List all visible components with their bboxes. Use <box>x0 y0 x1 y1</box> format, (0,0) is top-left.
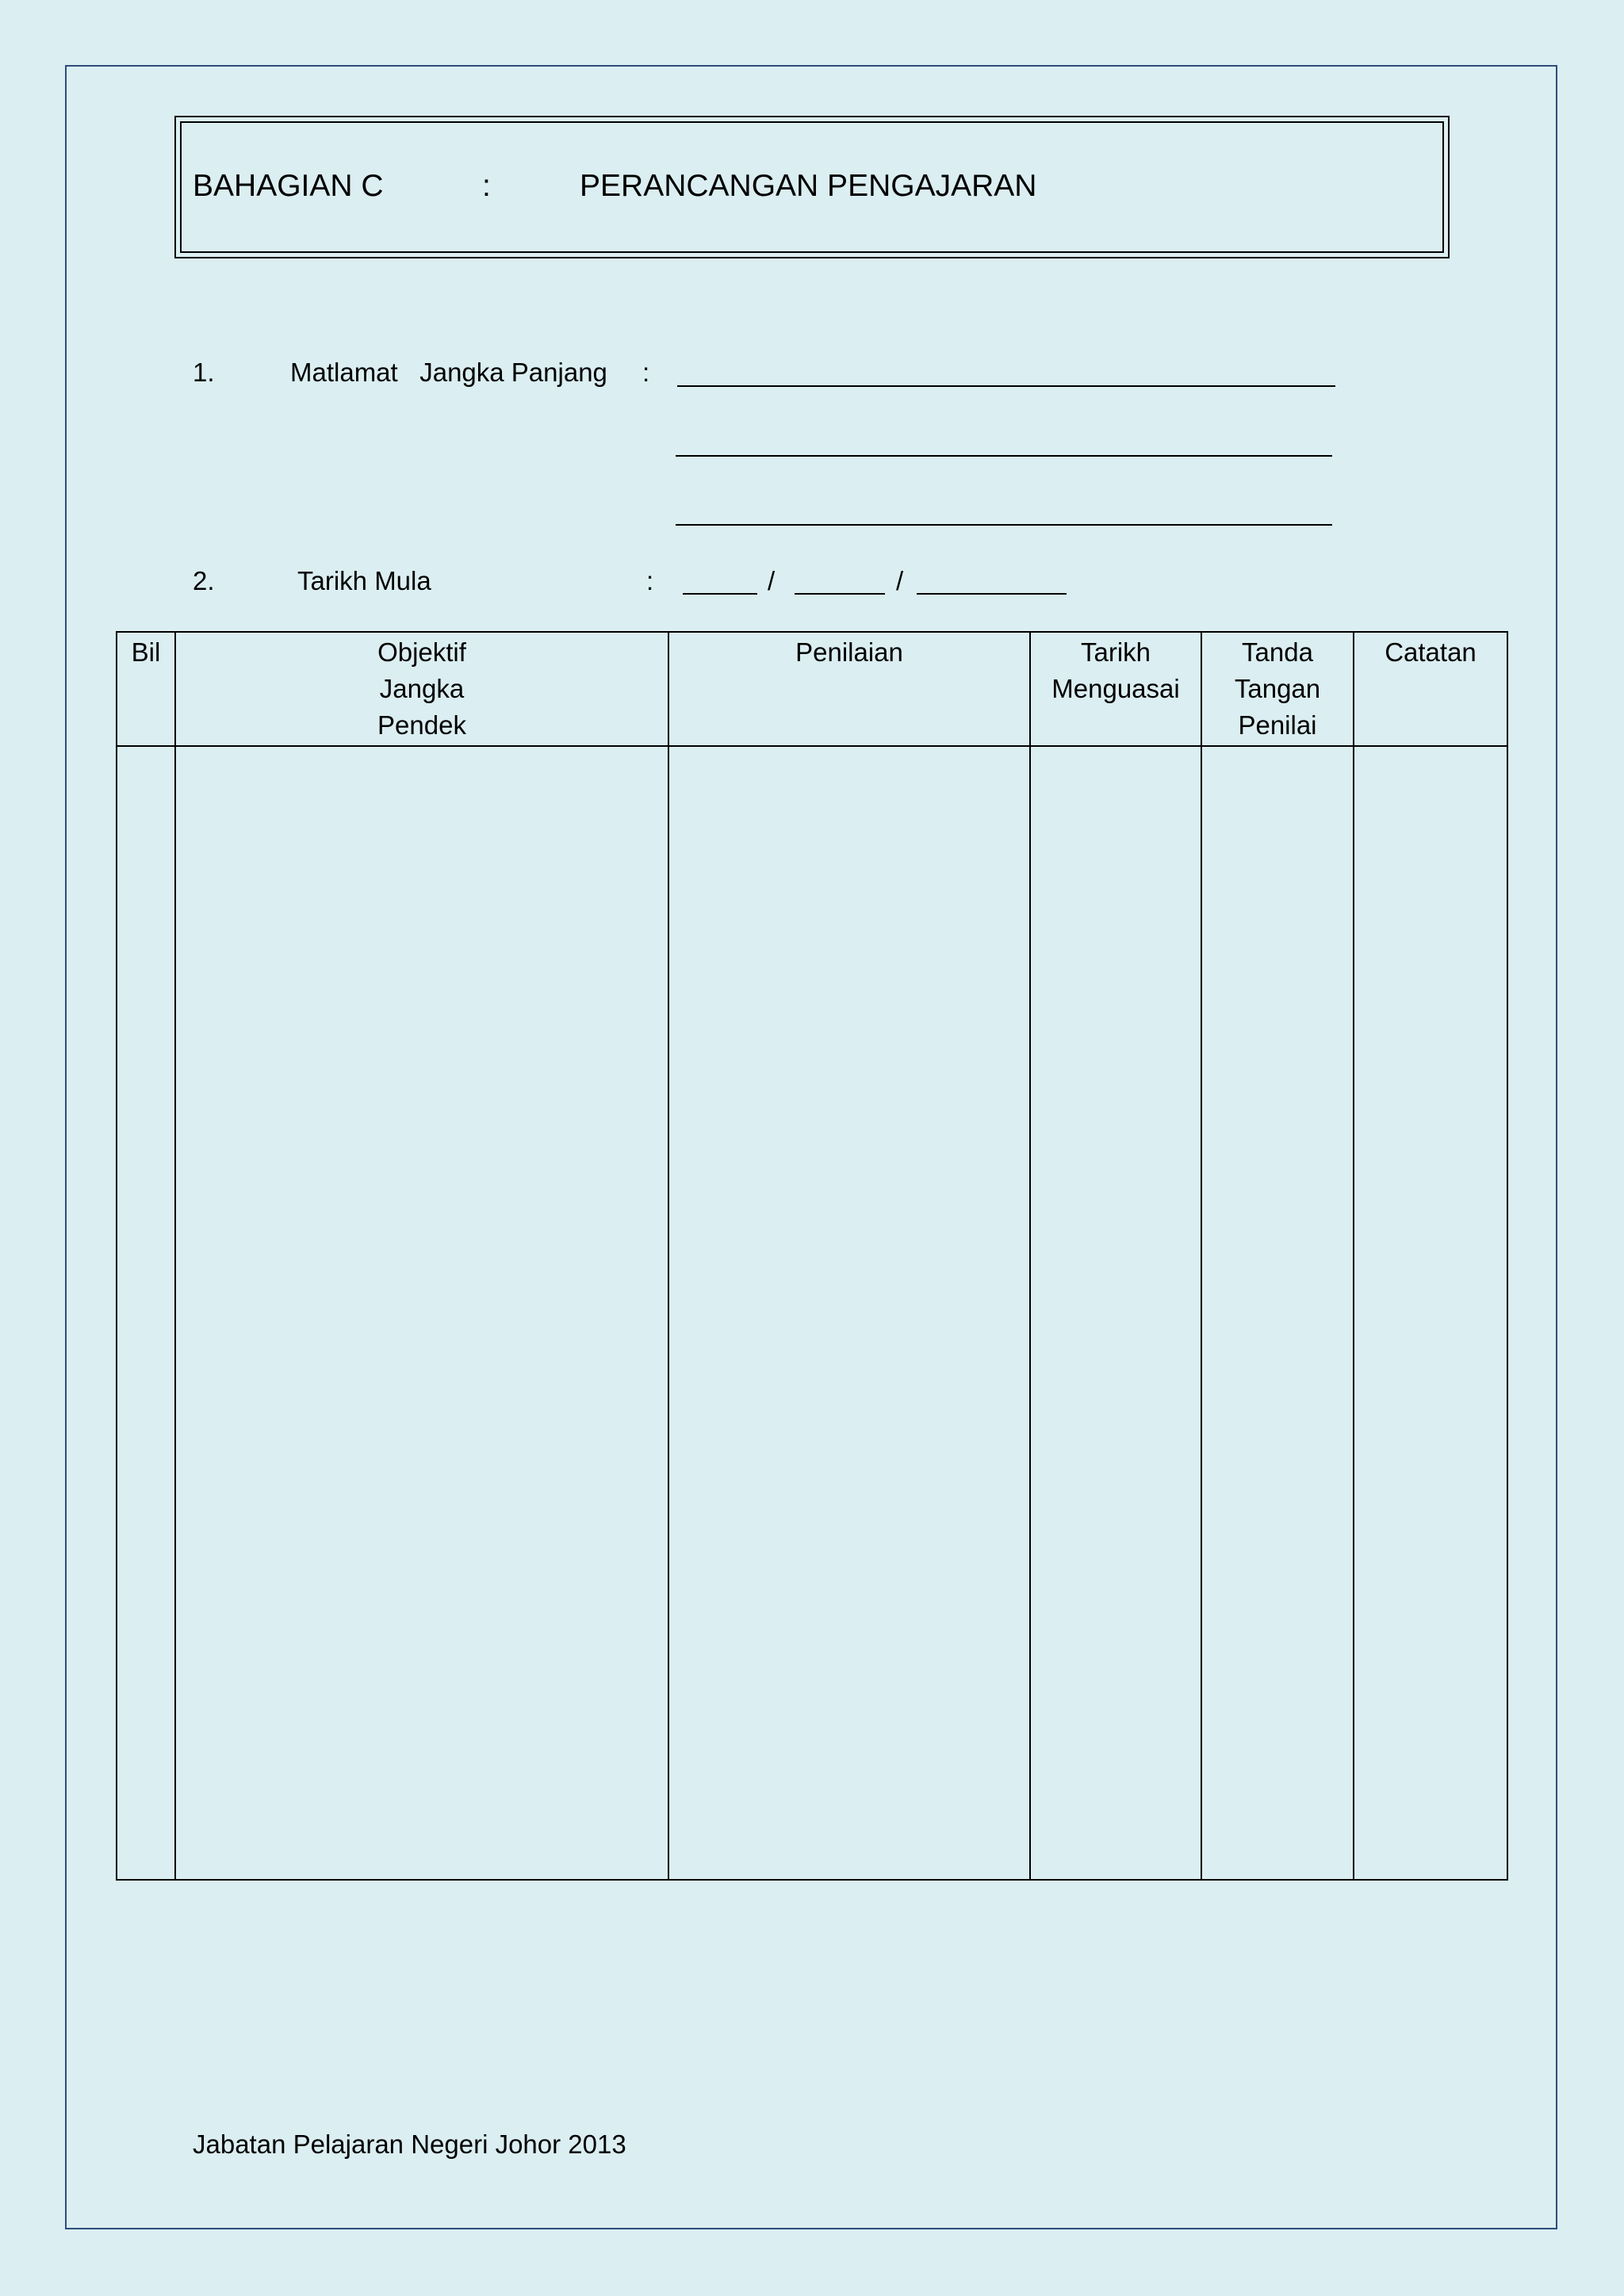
start-date-month-line[interactable] <box>795 593 885 595</box>
long-term-goal-line-1[interactable] <box>677 385 1335 387</box>
long-term-goal-line-2[interactable] <box>676 455 1332 457</box>
footer-text: Jabatan Pelajaran Negeri Johor 2013 <box>193 2130 626 2159</box>
field-1-number: 1. <box>193 358 215 387</box>
field-2-label: Tarikh Mula <box>297 566 431 595</box>
table-row <box>117 746 1507 1880</box>
cell-bil[interactable] <box>117 746 175 1880</box>
field-2-colon: : <box>646 566 654 595</box>
col-header-tarikh-menguasai: Tarikh Menguasai <box>1030 632 1201 746</box>
start-date-day-line[interactable] <box>683 593 757 595</box>
cell-tarikh-menguasai[interactable] <box>1030 746 1201 1880</box>
cell-tanda-tangan[interactable] <box>1201 746 1354 1880</box>
teaching-plan-table <box>116 631 1508 1881</box>
start-date-year-line[interactable] <box>917 593 1067 595</box>
col-header-catatan: Catatan <box>1354 632 1507 746</box>
col-header-tanda-tangan: Tanda Tangan Penilai <box>1201 632 1354 746</box>
table-header-row <box>117 632 1507 746</box>
cell-catatan[interactable] <box>1354 746 1507 1880</box>
cell-objektif[interactable] <box>175 746 668 1880</box>
date-separator-1: / <box>768 566 776 595</box>
cell-penilaian[interactable] <box>668 746 1030 1880</box>
field-1-label: Matlamat Jangka Panjang <box>290 358 607 387</box>
field-2-number: 2. <box>193 566 215 595</box>
section-label: BAHAGIAN C <box>193 169 384 203</box>
section-title: PERANCANGAN PENGAJARAN <box>580 169 1037 203</box>
date-separator-2: / <box>896 566 904 595</box>
field-1-colon: : <box>642 358 650 387</box>
col-header-objektif: Objektif Jangka Pendek <box>175 632 668 746</box>
col-header-penilaian: Penilaian <box>668 632 1030 746</box>
section-separator: : <box>482 169 491 203</box>
col-header-bil: Bil <box>117 632 175 746</box>
long-term-goal-line-3[interactable] <box>676 524 1332 526</box>
